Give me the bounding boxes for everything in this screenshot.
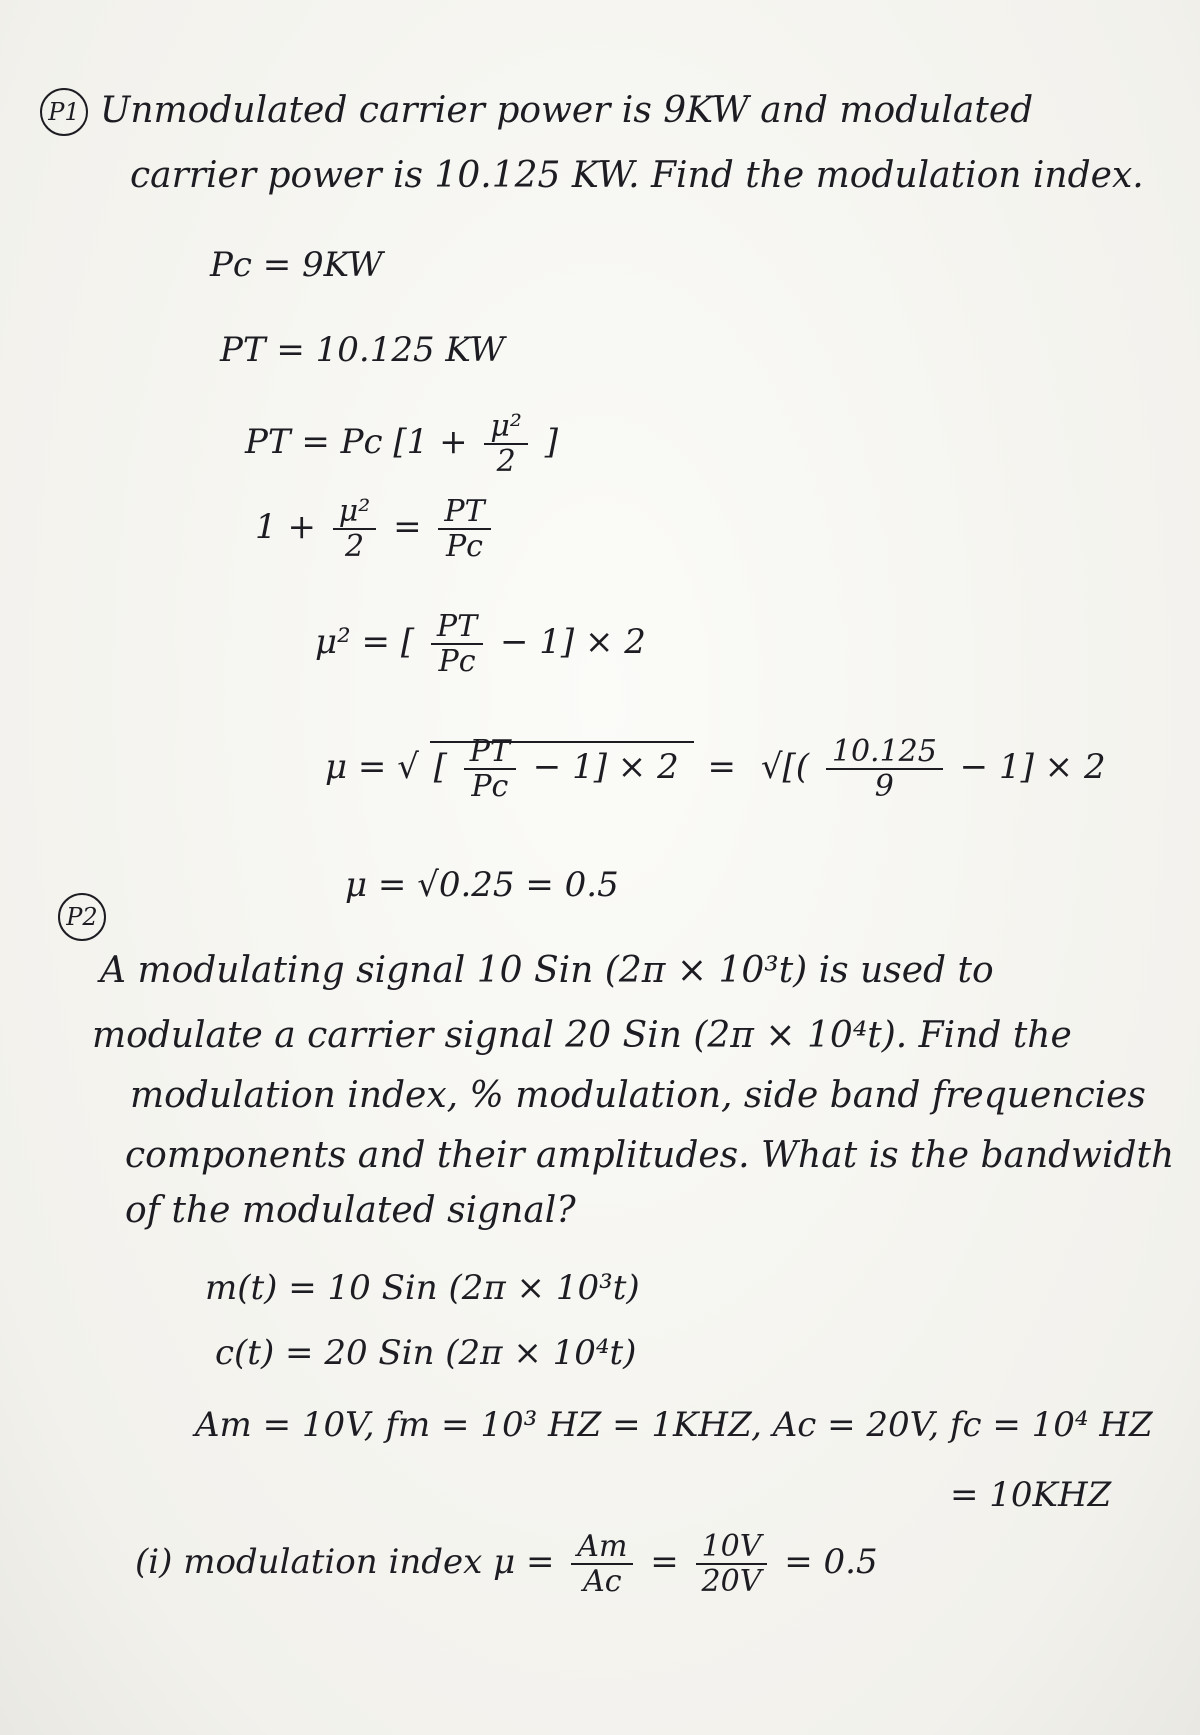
p2-mi-eq: = [650, 1542, 679, 1582]
p1-step3-fraction [464, 735, 516, 803]
p1-formula-close: ] [544, 422, 558, 462]
p1-step3-inner-close: − 1] × 2 [532, 747, 679, 787]
p1-step1-frac-den: 2 [344, 529, 365, 564]
p1-step2-frac-num: PT [431, 610, 483, 645]
p1-given-pc: Pc = 9KW [210, 245, 383, 285]
p1-formula-fraction [484, 410, 528, 478]
p1-question-line-1: Unmodulated carrier power is 9KW and modulated [100, 90, 1034, 131]
p1-formula-lhs: PT = Pc [1 + [245, 422, 468, 462]
p1-step2-rhs: − 1] × 2 [499, 622, 646, 662]
p1-step3-eq: = [707, 747, 737, 787]
p1-formula-frac-num: μ² [484, 410, 528, 445]
p1-step3-radicand [430, 734, 694, 804]
p1-step3-open2: √[( [760, 747, 810, 787]
p2-parameters-continued: = 10KHZ [950, 1475, 1112, 1515]
p2-question-line-5: of the modulated signal? [125, 1190, 576, 1231]
p1-step3-close2: − 1] × 2 [959, 747, 1106, 787]
p1-step3-value-fraction [826, 735, 943, 803]
problem-2-badge: P2 [58, 893, 106, 941]
p2-mi-label: (i) modulation index μ = [135, 1542, 555, 1582]
p2-mi-frac-num: Am [571, 1530, 633, 1565]
p1-given-pt: PT = 10.125 KW [220, 330, 505, 370]
p1-step3-frac-num: PT [464, 735, 516, 770]
p2-mi-value-fraction [696, 1530, 768, 1598]
p1-result: μ = √0.25 = 0.5 [345, 865, 619, 905]
p2-carrier-signal: c(t) = 20 Sin (2π × 10⁴t) [215, 1333, 637, 1373]
p1-step1-rhs-den: Pc [446, 529, 483, 564]
p2-question-line-3: modulation index, % modulation, side band frequencies [130, 1075, 1146, 1116]
p1-step2-fraction [431, 610, 483, 678]
p1-step1-rhs-fraction [438, 495, 490, 563]
p2-parameters: Am = 10V, fm = 10³ HZ = 1KHZ, Ac = 20V, fc = 10⁴ HZ [195, 1405, 1153, 1445]
p1-step3-inner-open: [ [433, 747, 447, 787]
p1-step1-rhs-num: PT [438, 495, 490, 530]
p1-step-2 [315, 610, 646, 678]
p1-formula-frac-den: 2 [496, 444, 516, 479]
p1-step3-frac-den: Pc [471, 769, 509, 804]
p2-question-line-4: components and their amplitudes. What is the bandwidth [125, 1135, 1175, 1176]
p2-mi-fraction [571, 1530, 633, 1598]
p1-step1-lhs: 1 + [255, 507, 316, 547]
p2-mi-val-den: 20V [701, 1564, 762, 1599]
p1-step1-eq: = [393, 507, 422, 547]
p1-step-1 [255, 495, 497, 563]
problem-1-badge: P1 [40, 88, 88, 136]
p1-step3-val-num: 10.125 [826, 735, 943, 770]
p1-step1-fraction [333, 495, 377, 563]
p2-mi-result: = 0.5 [784, 1542, 878, 1582]
p1-formula [245, 410, 558, 478]
p1-step3-val-den: 9 [874, 769, 894, 804]
p2-question-line-2: modulate a carrier signal 20 Sin (2π × 10⁴t). Find the [92, 1015, 1072, 1056]
p1-step2-frac-den: Pc [438, 644, 476, 679]
p2-question-line-1: A modulating signal 10 Sin (2π × 10³t) is used to [100, 950, 994, 991]
p2-modulation-index [135, 1530, 878, 1598]
p1-step-3 [325, 735, 1106, 803]
p1-step2-lhs: μ² = [ [315, 622, 415, 662]
p2-modulating-signal: m(t) = 10 Sin (2π × 10³t) [205, 1268, 640, 1308]
p1-question-line-2: carrier power is 10.125 KW. Find the modulation index. [130, 155, 1144, 196]
p1-step1-frac-num: μ² [333, 495, 377, 530]
p2-mi-frac-den: Ac [583, 1564, 622, 1599]
p1-step3-lhs: μ = √ [325, 747, 419, 787]
p2-mi-val-num: 10V [696, 1530, 768, 1565]
